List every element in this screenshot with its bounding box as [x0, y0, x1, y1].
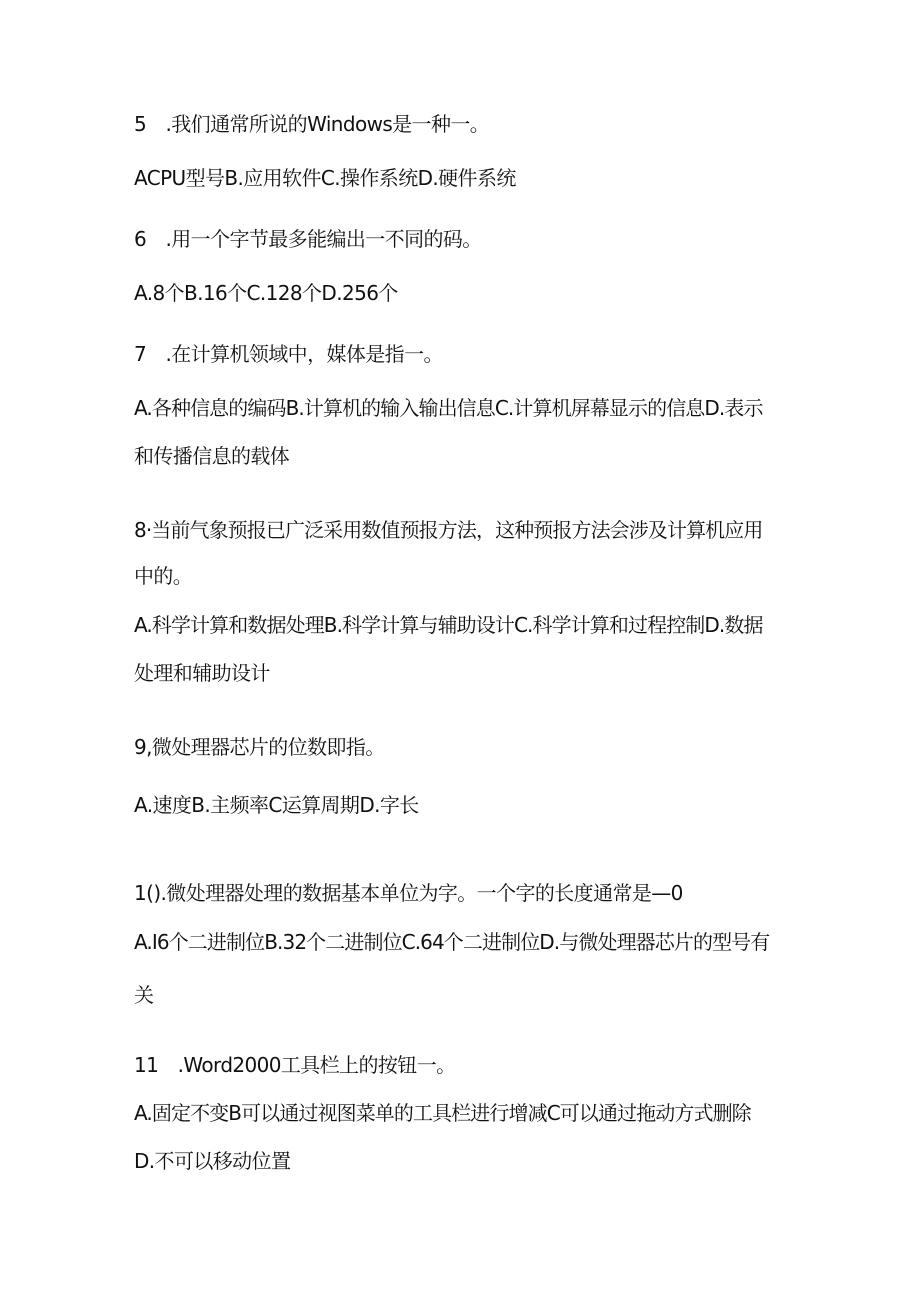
question-options: A.8个B.16个C.128个D.256个 [134, 281, 398, 305]
question-stem-continued: 中的。 [134, 564, 193, 588]
question-stem: 5 .我们通常所说的Windows是一种一。 [134, 112, 490, 136]
question-options-continued: 和传播信息的载体 [134, 444, 290, 468]
question-options: ACPU型号B.应用软件C.操作系统D.硬件系统 [134, 166, 516, 190]
question-stem: 9,微处理器芯片的位数即指。 [134, 735, 385, 759]
question-options-continued: 处理和辅助设计 [134, 661, 270, 685]
question-options-continued: D.不可以移动位置 [134, 1149, 291, 1173]
question-options: A.科学计算和数据处理B.科学计算与辅助设计C.科学计算和过程控制D.数据 [134, 613, 763, 637]
question-stem: 8·当前气象预报已广泛采用数值预报方法，这种预报方法会涉及计算机应用 [134, 518, 763, 542]
question-options-continued: 关 [134, 983, 154, 1007]
question-stem: 6 .用一个字节最多能编出一不同的码。 [134, 227, 482, 251]
question-options: A.I6个二进制位B.32个二进制位C.64个二进制位D.与微处理器芯片的型号有 [134, 930, 770, 954]
question-stem: 11 .Word2000工具栏上的按钮一。 [134, 1053, 456, 1077]
question-stem: 1().微处理器处理的数据基本单位为字。一个字的长度通常是—0 [134, 881, 683, 905]
question-options: A.固定不变B可以通过视图菜单的工具栏进行增减C可以通过拖动方式删除 [134, 1101, 751, 1125]
question-options: A.速度B.主频率C运算周期D.字长 [134, 793, 419, 817]
question-stem: 7 .在计算机领域中，媒体是指一。 [134, 342, 443, 366]
question-options: A.各种信息的编码B.计算机的输入输出信息C.计算机屏幕显示的信息D.表示 [134, 396, 763, 420]
